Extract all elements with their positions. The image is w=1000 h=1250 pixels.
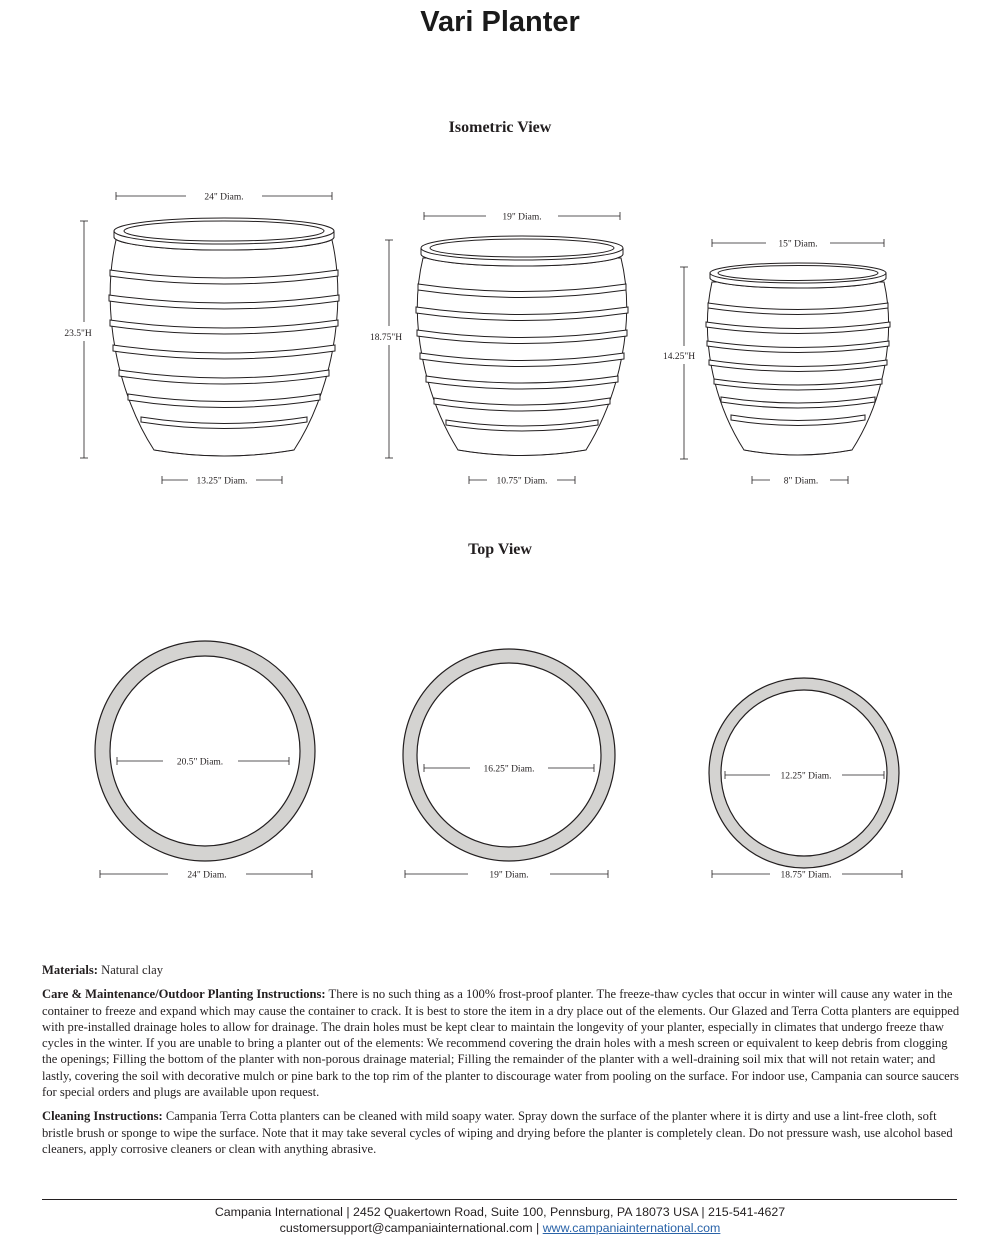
planter-medium-isometric	[370, 212, 628, 487]
medium-inner-diameter-label: 16.25" Diam.	[483, 764, 535, 775]
footer-address: Campania International | 2452 Quakertown Road, Suite 100, Pennsburg, PA 18073 USA | 215-541-4627	[214, 1205, 786, 1219]
medium-height-label: 18.75"H	[369, 333, 403, 343]
small-outer-diameter-label: 18.75" Diam.	[780, 870, 832, 881]
isometric-view-heading: Isometric View	[448, 119, 552, 136]
small-inner-diameter-label: 12.25" Diam.	[780, 771, 832, 782]
page-title: Vari Planter	[420, 6, 580, 38]
product-description	[42, 962, 962, 1165]
footer-separator: |	[532, 1221, 543, 1235]
cleaning-paragraph	[42, 1108, 962, 1157]
footer-divider	[42, 1199, 957, 1200]
care-label: Care & Maintenance/Outdoor Planting Instructions:	[42, 987, 326, 1002]
planter-large-isometric	[64, 192, 339, 487]
footer-contact	[0, 1220, 1000, 1236]
medium-top-diameter-label: 19" Diam.	[502, 212, 542, 223]
large-outer-diameter-label: 24" Diam.	[187, 870, 227, 881]
large-base-diameter-label: 13.25" Diam.	[196, 476, 248, 487]
footer-email: customersupport@campaniainternational.com	[279, 1221, 533, 1235]
materials-label: Materials:	[42, 963, 98, 977]
small-base-diameter-label: 8" Diam.	[783, 476, 819, 487]
large-inner-diameter-label: 20.5" Diam.	[176, 757, 224, 768]
medium-base-diameter-label: 10.75" Diam.	[496, 476, 548, 487]
small-top-diameter-label: 15" Diam.	[778, 239, 818, 250]
cleaning-text: Campania Terra Cotta planters can be cleaned with mild soapy water. Spray down the surface of the planter where it is dirty and use a lint-free cloth, soft bristle brush or sponge to wipe the surface. Note that it may take several cycles of wiping and drying before the planter is completely clean. Do not pressure wash, use alcohol based cleaners, apply corrosive cleaners or clean with anything abrasive.	[42, 1109, 953, 1156]
large-top-diameter-label: 24" Diam.	[204, 192, 244, 203]
top-view-heading: Top View	[468, 541, 532, 558]
large-height-label: 23.5"H	[64, 329, 92, 339]
care-text: There is no such thing as a 100% frost-proof planter. The freeze-thaw cycles that occur in winter will cause any water in the container to freeze and expand which may cause the container to crack. It is best to store the item in a dry place out of the elements. Our Glazed and Terra Cotta planters are equipped with pre-installed drainage holes to allow for drainage. The drain holes must be kept clear to maintain the longevity of your planter, especially in climates that undergo freeze thaw cycles in the winter. If you are unable to bring a planter out of the elements: We recommend covering the drain holes with a mesh screen or equivalent to keep debris from clogging the openings; Filling the bottom of the planter with non-porous drainage material; Filling the remainder of the planter with a well-draining soil mix that will not retain water; and lastly, covering the soil with decorative mulch or pine bark to the top rim of the planter to discourage water from pooling on the surface. For indoor use, Campania can source saucers for special orders and plugs are available upon request.	[42, 987, 960, 1100]
planter-small-top-view	[709, 678, 902, 881]
care-paragraph	[42, 986, 962, 1100]
medium-outer-diameter-label: 19" Diam.	[489, 870, 529, 881]
planter-small-isometric	[663, 239, 890, 487]
planter-medium-top-view	[403, 649, 615, 881]
footer	[0, 1204, 1000, 1236]
materials-paragraph	[42, 962, 962, 978]
cleaning-label: Cleaning Instructions:	[42, 1109, 163, 1124]
materials-text: Natural clay	[97, 963, 163, 977]
footer-website-link[interactable]: www.campaniainternational.com	[542, 1221, 721, 1235]
small-height-label: 14.25"H	[662, 352, 696, 362]
planter-large-top-view	[95, 641, 315, 881]
